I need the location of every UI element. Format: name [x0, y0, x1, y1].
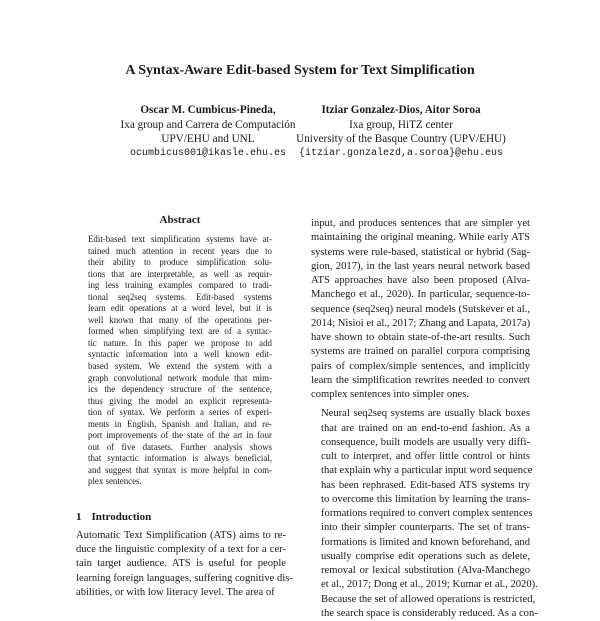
section-title: Introduction	[91, 511, 152, 523]
text-line: that syntactic information is always beneficial,	[88, 453, 272, 464]
text-line: Edit-based text simplification systems have at-	[88, 234, 272, 244]
text-line: syntactic information into a well known edit-	[88, 349, 272, 360]
text-line: tained much attention in recent years due to	[88, 245, 272, 256]
paragraph	[311, 407, 538, 621]
text-line: Because the set of allowed operations is restricted,	[321, 593, 536, 605]
text-line: cult to interpret, and offer little control or hints	[321, 451, 530, 462]
text-line: Neural seq2seq systems are usually black boxes	[321, 408, 530, 420]
text-line: systems are trained on parallel corpora comprising	[311, 346, 530, 358]
text-line: the search space is considerably reduced. As a con-	[321, 607, 538, 619]
text-line: tic nature. In this paper we propose to add	[88, 337, 272, 348]
text-line: pairs of complex/simple sentences, and implicitly	[311, 360, 530, 372]
text-line: ics the dependency structure of the sentence,	[88, 384, 272, 395]
text-line: plex sentences.	[88, 476, 142, 487]
text-line: to overcome this limitation by learning the trans-	[321, 493, 530, 505]
text-line: learn edit operations at a word level, but it is	[88, 303, 272, 314]
abstract-heading: Abstract	[159, 214, 201, 226]
text-line: usually comprise edit operations such as delete,	[321, 550, 530, 562]
section-number: 1	[76, 511, 82, 523]
author-email[interactable]: ocumbicus001@ikasle.ehu.es	[129, 147, 287, 159]
text-line: thus giving the model an explicit representa-	[88, 395, 272, 406]
text-line: ments in English, Spanish and Italian, and re-	[88, 418, 272, 429]
text-line: gion, 2017), in the last years neural network based	[311, 260, 530, 272]
paragraph	[311, 217, 530, 402]
text-line: consequence, built models are usually very diffi-	[321, 436, 530, 448]
text-line: well known that many of the operations per-	[88, 314, 272, 325]
text-line: ing less training examples compared to tradi-	[88, 280, 272, 291]
text-line: ATS approaches have also been proposed (Alva-	[311, 275, 530, 286]
text-line: duce the linguistic complexity of a text for a cer-	[76, 544, 286, 556]
author-block-right	[272, 103, 530, 161]
text-line: complex sentences into simpler ones.	[311, 389, 469, 400]
text-line: have shown to obtain state-of-the-art results. Such	[311, 332, 530, 343]
text-line: port improvements of the state of the art in four	[88, 430, 272, 441]
text-line: and suggest that syntax is more helpful in com-	[88, 464, 272, 475]
author-affiliation-line: Ixa group, HiTZ center	[349, 118, 453, 131]
author-affiliation-line: UPV/EHU and UNL	[161, 133, 255, 146]
text-line: tional seq2seq systems. Edit-based systems	[88, 291, 272, 302]
text-line: abilities, or with low literacy level. The area of	[76, 586, 275, 598]
text-line: formations is limited and known beforehand, and	[321, 536, 530, 548]
text-line: their ability to produce simplification solu-	[88, 257, 272, 268]
text-line: sequence (seq2seq) neural models (Sutskever et al.,	[311, 303, 530, 315]
abstract-body	[88, 234, 272, 488]
right-column	[311, 217, 538, 621]
text-line: removal or lexical substitution (Alva-Manchego	[321, 565, 530, 576]
text-line: Manchego et al., 2020). In particular, sequence-to-	[311, 289, 530, 301]
author-name: Itziar Gonzalez-Dios, Aitor Soroa	[321, 104, 481, 116]
text-line: formed when simplifying text are of a syntac-	[88, 326, 272, 337]
text-line: has been rephrased. Edit-based ATS systems try	[321, 479, 530, 491]
text-line: input, and produces sentences that are simpler yet	[311, 218, 530, 229]
text-line: Automatic Text Simplification (ATS) aims to re-	[76, 530, 286, 541]
text-line: maintaining the original meaning. While early ATS	[311, 232, 530, 244]
text-line: systems were rule-based, statistical or hybrid (Sag-	[311, 246, 530, 258]
text-line: that are trained on an end-to-end fashion. As a	[321, 422, 530, 434]
author-email[interactable]: {itziar.gonzalezd,a.soroa}@ehu.eus	[298, 147, 504, 159]
text-line: tain target audience. ATS is useful for people	[76, 558, 286, 570]
text-line: learn the simplification rewrites needed to convert	[311, 374, 530, 386]
text-line: based system. We extend the system with a	[88, 361, 272, 372]
text-line: formations required to convert complex sentences	[321, 508, 533, 519]
author-name: Oscar M. Cumbicus-Pineda,	[140, 104, 276, 116]
paper-title: A Syntax-Aware Edit-based System for Text Simplification	[125, 63, 475, 78]
text-line: 2014; Nisioi et al., 2017; Zhang and Lapata, 2017a)	[311, 317, 531, 329]
text-line: learning foreign languages, suffering cognitive dis-	[76, 572, 293, 584]
text-line: tion of syntax. We perform a series of experi-	[88, 407, 272, 418]
text-line: out of five datasets. Further analysis shows	[88, 441, 272, 452]
text-line: into their simpler counterparts. The set of trans-	[321, 522, 530, 534]
author-affiliation-line: University of the Basque Country (UPV/EHU)	[296, 133, 506, 146]
text-line: that explain why a particular input word sequence	[321, 465, 533, 477]
author-affiliation-line: Ixa group and Carrera de Computación	[120, 118, 296, 131]
text-line: tions that are interpretable, as well as requir-	[88, 268, 272, 279]
text-line: et al., 2017; Dong et al., 2019; Kumar et al., 2020).	[321, 579, 538, 591]
text-line: graph convolutional network module that mim-	[88, 372, 272, 383]
introduction-body	[76, 529, 293, 600]
section-heading-introduction	[76, 511, 151, 523]
